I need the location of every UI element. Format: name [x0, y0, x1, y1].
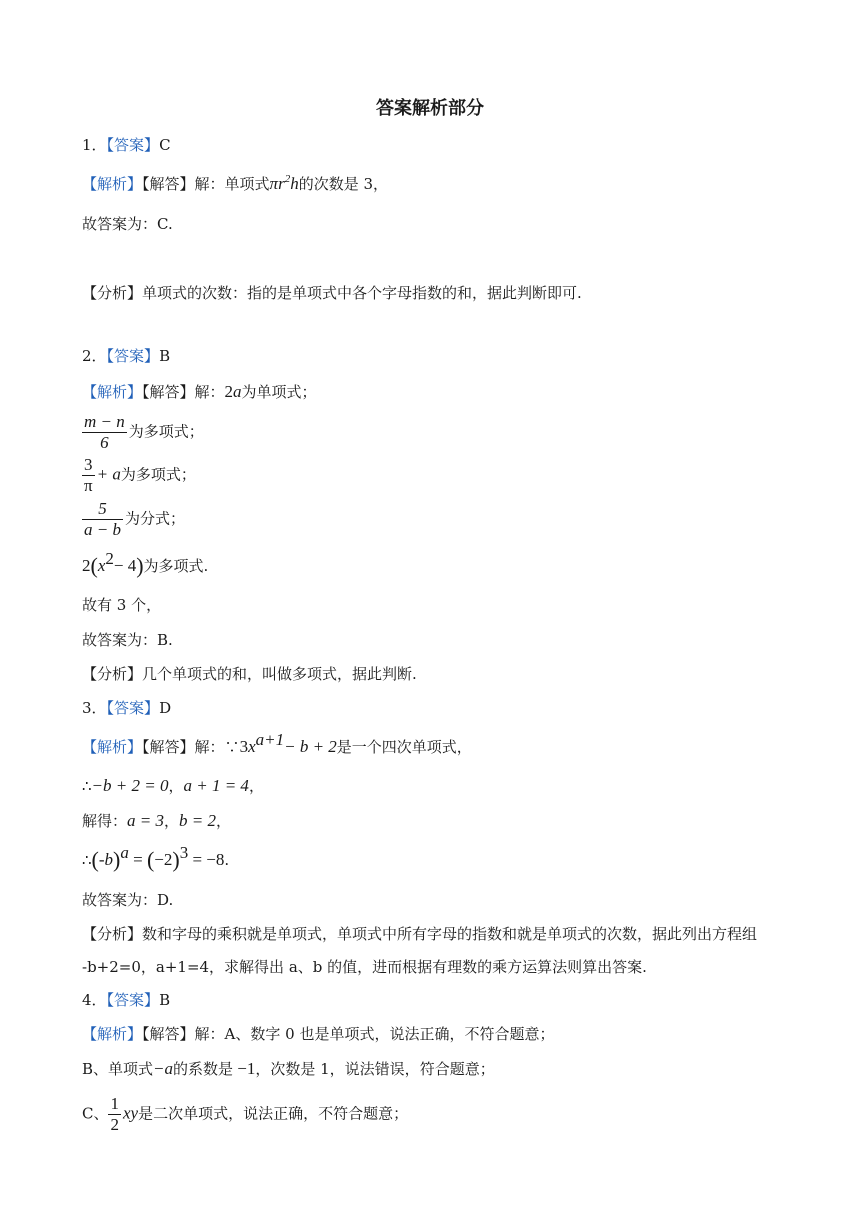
q2-expr3-rest: + a — [96, 464, 121, 484]
q2-expr4-line — [82, 499, 185, 540]
separator: ， — [216, 812, 232, 830]
q3-solve-line — [82, 810, 231, 832]
q3-analysis-text-1: 数和字母的乘积就是单项式，单项式中所有字母的指数和就是单项式的次数，据此列出方程组 — [142, 925, 758, 943]
q1-fenxi-tag: 【分析】 — [82, 284, 143, 302]
q2-expr1-var: a — [233, 382, 242, 401]
q2-expr5-rest: − 4 — [113, 556, 137, 575]
q1-answer: C — [159, 136, 171, 154]
q2-expr2-text: 为多项式； — [128, 422, 204, 441]
q3-analysis-tag: 【解析】 — [82, 738, 143, 756]
q4-answer-line — [82, 989, 170, 1011]
q3-answer-line — [82, 697, 171, 719]
q2-expr3-line — [82, 455, 196, 496]
q4-option-c-line — [82, 1094, 408, 1135]
q3-calc-exp: a — [120, 843, 129, 862]
q4-solution-line — [82, 1023, 554, 1045]
q3-equation-2: a + 1 = 4 — [183, 776, 249, 795]
q4-option-b-coef: −1 — [233, 1059, 256, 1078]
q3-answer: D — [159, 699, 172, 717]
q2-analysis-line — [82, 663, 417, 685]
q4-option-b-expr: −a — [153, 1059, 174, 1078]
q4-analysis-tag: 【解析】 — [82, 1025, 143, 1043]
separator: ， — [164, 812, 180, 830]
therefore-symbol: ∴ — [82, 777, 92, 795]
q3-expr-x: x — [248, 737, 256, 756]
q3-fenxi-tag: 【分析】 — [82, 925, 143, 943]
q3-solution-prefix: 解： — [194, 738, 225, 756]
separator: ， — [168, 777, 184, 795]
q1-conclusion: 故答案为：C. — [82, 215, 173, 233]
q2-answer-line — [82, 345, 170, 367]
q3-expr-coef: 3 — [239, 737, 249, 756]
q2-expr1-text: 为单项式； — [241, 383, 317, 401]
q3-solution-suffix: 是一个四次单项式， — [336, 738, 472, 756]
q4-solution-tag: 【解答】 — [142, 1025, 195, 1043]
q4-answer: B — [159, 991, 171, 1009]
period: . — [224, 851, 230, 869]
because-symbol: ∵ — [224, 738, 240, 756]
q3-solution-line — [82, 730, 472, 758]
q4-option-c-expr: xy — [122, 1103, 139, 1123]
q1-analysis-text: 单项式的次数：指的是单项式中各个字母指数的和，据此判断即可. — [142, 284, 582, 302]
q3-analysis-text-2: -b+2=0，a+1=4，求解得出 a、b 的值，进而根据有理数的乘方运算法则算出答案. — [82, 958, 647, 976]
separator: ， — [248, 777, 264, 795]
q4-option-b-suffix: ，次数是 1，说法错误，符合题意； — [255, 1060, 495, 1078]
q2-expr3-fraction: $\frac{3}{\pi}$ — [84, 455, 93, 495]
q4-option-b-prefix: B、单项式 — [82, 1060, 154, 1078]
q1-analysis-tag: 【解析】 — [82, 175, 143, 193]
q4-option-c-fraction: $\frac{1}{2}$ — [110, 1094, 119, 1134]
q2-solution-prefix: 解： — [194, 383, 225, 401]
q3-solution-a: a = 3 — [127, 811, 164, 830]
q3-calc-result: = −8 — [188, 850, 225, 869]
q3-calc-base: -b — [98, 850, 114, 869]
q4-option-c-prefix: C、 — [82, 1104, 109, 1123]
q3-answer-tag: 【答案】 — [106, 699, 160, 717]
q4-answer-tag: 【答案】 — [106, 991, 160, 1009]
q1-expression: $\pi r^2h$ — [269, 173, 299, 193]
q2-analysis-tag: 【解析】 — [82, 383, 143, 401]
q2-expr5-text: 为多项式. — [143, 557, 209, 575]
q2-expr4-fraction: $\frac{5}{a - b}$ — [84, 499, 121, 539]
q2-expr5-exp: 2 — [105, 549, 114, 568]
q2-answer-tag: 【答案】 — [106, 347, 160, 365]
therefore-symbol: ∴ — [82, 851, 92, 869]
q2-expr3-text: 为多项式； — [120, 465, 196, 484]
q2-conclusion: 故答案为：B. — [82, 631, 173, 649]
q2-expr2-line — [82, 412, 204, 453]
q1-answer-line — [82, 134, 171, 156]
q1-number: 1． — [82, 136, 107, 154]
q2-solution-tag: 【解答】 — [142, 383, 195, 401]
q3-expr-exp: a+1 — [255, 730, 285, 749]
q1-solution-suffix: 的次数是 3， — [298, 175, 389, 193]
q4-option-b-line — [82, 1058, 495, 1080]
q2-number: 2． — [82, 347, 107, 365]
q2-expr4-text: 为分式； — [124, 509, 185, 528]
q3-calc-line: $\therefore(-b)^a = (-2)^3 = -8$. — [82, 843, 230, 872]
q2-expr1-coef: 2 — [224, 382, 234, 401]
q3-calc-base2: −2 — [154, 850, 173, 869]
q3-equation-1: −b + 2 = 0 — [91, 776, 169, 795]
q3-analysis-line-1 — [82, 923, 757, 945]
q2-analysis-text: 几个单项式的和，叫做多项式，据此判断. — [142, 665, 417, 683]
q4-number: 4． — [82, 991, 107, 1009]
q3-conclusion: 故答案为：D. — [82, 891, 174, 909]
page-title: 答案解析部分 — [376, 98, 484, 119]
q2-expr5-x: x — [97, 556, 106, 575]
q3-calc-exp2: 3 — [179, 843, 189, 862]
q3-solve-prefix: 解得： — [82, 812, 128, 830]
q2-answer: B — [159, 347, 171, 365]
q2-expr5-line: $2(x^2- 4)$为多项式. — [82, 549, 209, 578]
q4-option-c-suffix: 是二次单项式，说法正确，不符合题意； — [138, 1104, 409, 1123]
q1-analysis-line — [82, 282, 582, 304]
q3-calc-mid: = — [128, 850, 147, 869]
q4-option-b-mid: 的系数是 — [173, 1060, 234, 1078]
q2-solution-line — [82, 381, 317, 403]
q1-solution-line — [82, 173, 388, 195]
q2-count: 故有 3 个， — [82, 596, 162, 614]
q3-number: 3． — [82, 699, 107, 717]
q4-option-a: 解：A、数字 0 也是单项式，说法正确，不符合题意； — [194, 1025, 555, 1043]
q3-expr-rest: − b + 2 — [284, 737, 337, 756]
q3-solution-tag: 【解答】 — [142, 738, 195, 756]
q2-fenxi-tag: 【分析】 — [82, 665, 143, 683]
q1-solution-prefix: 解：单项式 — [194, 175, 270, 193]
q1-solution-tag: 【解答】 — [142, 175, 195, 193]
q3-solution-b: b = 2 — [179, 811, 216, 830]
q1-answer-tag: 【答案】 — [106, 136, 160, 154]
q3-equations-line — [82, 775, 264, 797]
q2-expr5-coef: 2 — [82, 556, 91, 575]
q2-expr2-fraction: $\frac{m - n}{6}$ — [84, 412, 125, 452]
